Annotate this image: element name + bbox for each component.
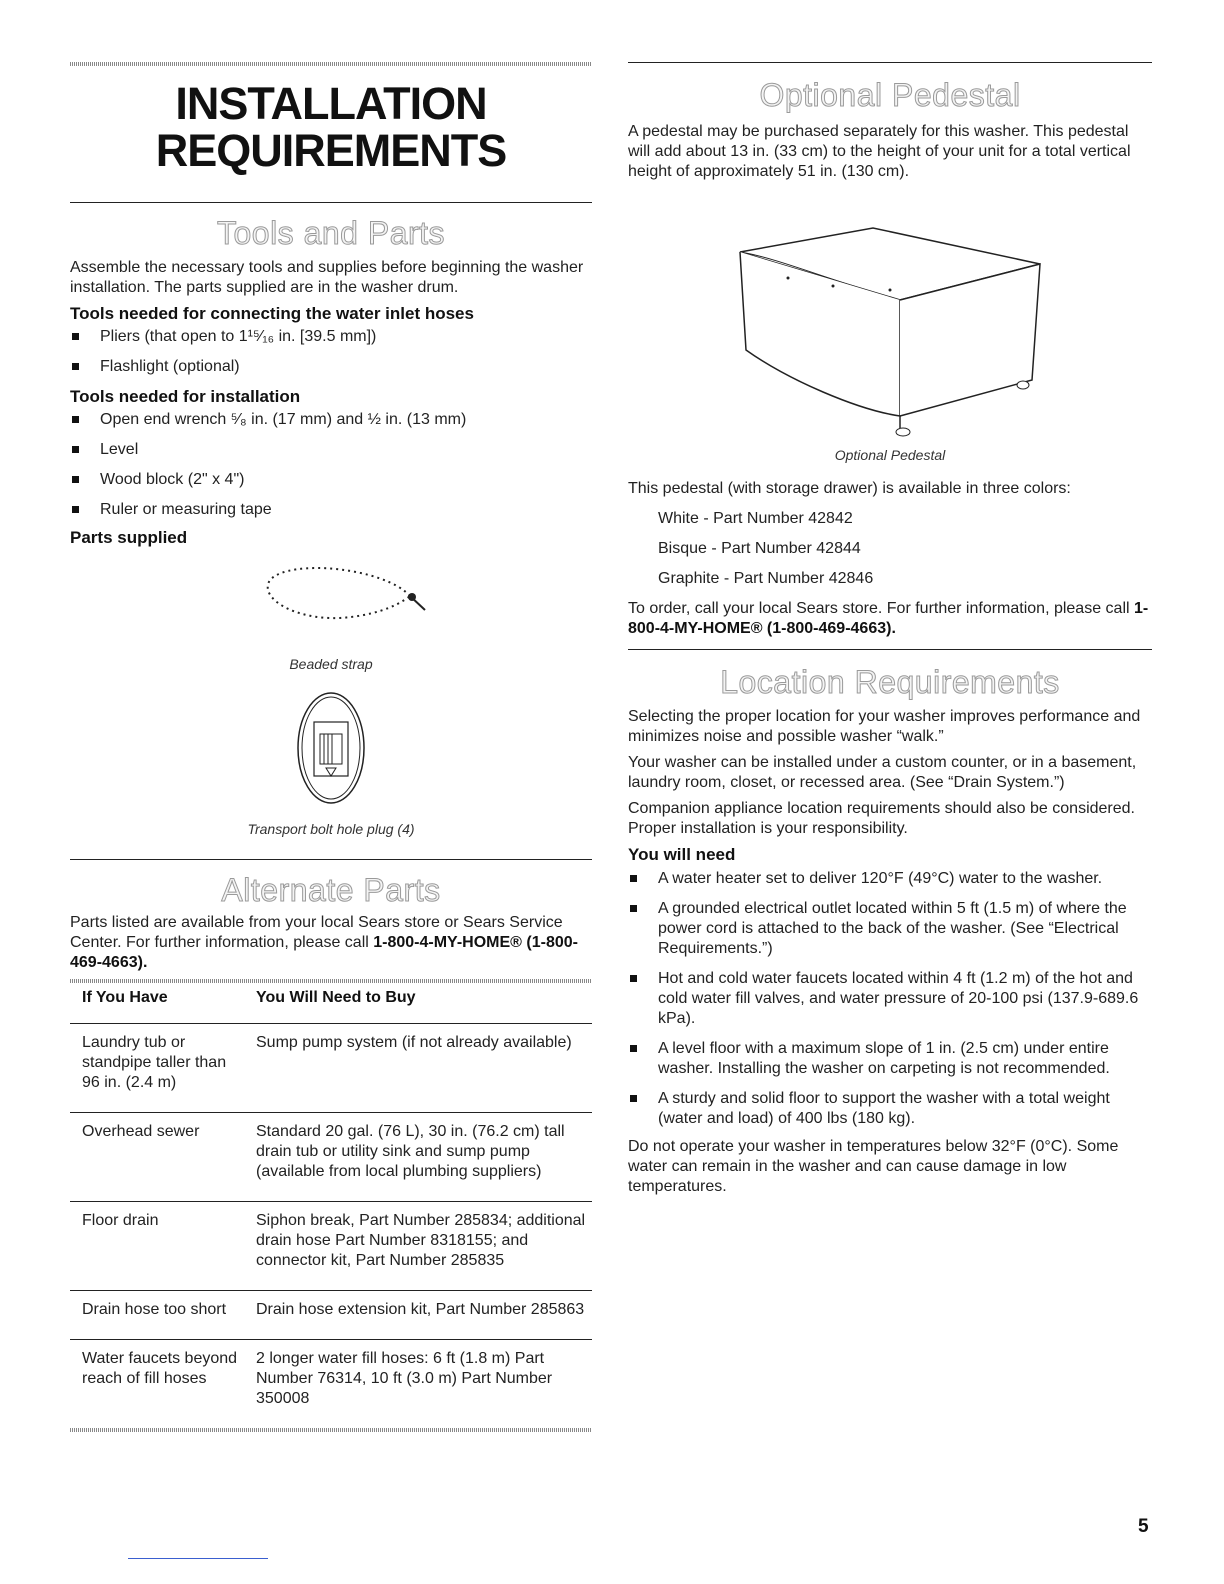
- tools-and-parts-heading: Tools and Parts: [216, 215, 446, 251]
- table-cell-have: Drain hose too short: [70, 1291, 244, 1340]
- alternate-parts-heading: Alternate Parts: [221, 872, 441, 908]
- beaded-strap-caption: Beaded strap: [289, 656, 373, 672]
- left-column: [70, 0, 592, 1432]
- alternate-parts-rule: [70, 859, 592, 860]
- page-number: 5: [1138, 1516, 1149, 1537]
- location-p3: Companion appliance location requirements should also be considered. Proper installation is your responsibility.: [628, 800, 1135, 837]
- table-cell-have: Floor drain: [70, 1202, 244, 1291]
- list-item: Graphite - Part Number 42846: [658, 570, 874, 587]
- top-hatch-rule: [70, 62, 592, 66]
- list-item: A water heater set to deliver 120°F (49°C) water to the washer.: [628, 869, 1152, 889]
- alternate-parts-table: [70, 983, 592, 1428]
- list-item: Pliers (that open to 1¹⁵⁄₁₆ in. [39.5 mm]): [70, 327, 592, 347]
- hoses-tools-list: [70, 327, 592, 377]
- table-row: [70, 1291, 592, 1340]
- table-row: [70, 1202, 592, 1291]
- title-line-2: REQUIREMENTS: [155, 125, 507, 176]
- pedestal-colors-list: [628, 509, 1152, 589]
- beaded-strap-illustration: [70, 558, 592, 638]
- list-item: A sturdy and solid floor to support the washer with a total weight (water and load) of 400 lbs (180 kg).: [628, 1089, 1152, 1129]
- pedestal-order-intro: To order, call your local Sears store. For further information, please call: [628, 600, 1134, 617]
- table-row: [70, 1024, 592, 1113]
- pedestal-intro: A pedestal may be purchased separately for this washer. This pedestal will add about 13 in. (33 cm) to the height of your unit for a total vertical height of approximately 51 in. (130 cm).: [628, 123, 1131, 180]
- alternate-parts-intro: [70, 913, 592, 973]
- table-cell-buy: Drain hose extension kit, Part Number 285863: [244, 1291, 592, 1340]
- location-requirements-heading: Location Requirements: [720, 664, 1060, 700]
- page-title: [70, 80, 592, 174]
- bolt-hole-plug-illustration: [70, 686, 592, 811]
- list-item: Open end wrench ⁵⁄₈ in. (17 mm) and ½ in. (13 mm): [70, 410, 592, 430]
- table-cell-buy: Sump pump system (if not already available): [244, 1024, 592, 1113]
- table-header-have: If You Have: [70, 983, 244, 1024]
- location-rule: [628, 649, 1152, 650]
- pedestal-colors-intro: This pedestal (with storage drawer) is available in three colors:: [628, 480, 1071, 497]
- list-item: Level: [70, 440, 592, 460]
- table-cell-have: Laundry tub or standpipe taller than 96 in. (2.4 m): [70, 1024, 244, 1113]
- pedestal-order-phone: 1-800-4-MY-HOME® (1-800-469-4663).: [628, 600, 1149, 637]
- list-item: A grounded electrical outlet located within 5 ft (1.5 m) of where the power cord is attached to the back of the washer. (See “Electrical Requirements.”): [628, 899, 1152, 959]
- location-p1: Selecting the proper location for your washer improves performance and minimizes noise and possible washer “walk.”: [628, 708, 1141, 745]
- table-cell-have: Water faucets beyond reach of fill hoses: [82, 1350, 238, 1387]
- list-item: Wood block (2" x 4"): [70, 470, 592, 490]
- table-row: [70, 1340, 592, 1429]
- table-bottom-hatch-rule: [70, 1428, 592, 1432]
- list-item: Ruler or measuring tape: [70, 500, 592, 520]
- list-item: White - Part Number 42842: [658, 510, 853, 527]
- list-item: Hot and cold water faucets located within 4 ft (1.2 m) of the hot and cold water fill valves, and water pressure of 20-100 psi (137.9-689.6 kPa).: [628, 969, 1152, 1029]
- right-column: [628, 0, 1152, 1197]
- list-item: Flashlight (optional): [70, 357, 592, 377]
- location-needs-list: [628, 869, 1152, 1129]
- pedestal-illustration: [628, 220, 1152, 445]
- hoses-tools-heading: Tools needed for connecting the water inlet hoses: [70, 304, 474, 323]
- table-header-buy: You Will Need to Buy: [244, 983, 592, 1024]
- tools-intro: Assemble the necessary tools and supplies before beginning the washer installation. The parts supplied are in the washer drum.: [70, 259, 584, 296]
- table-cell-have: Overhead sewer: [70, 1113, 244, 1202]
- bolt-hole-plug-caption: Transport bolt hole plug (4): [247, 821, 415, 837]
- optional-pedestal-heading: Optional Pedestal: [759, 77, 1021, 113]
- install-tools-heading: Tools needed for installation: [70, 387, 301, 406]
- location-closing: Do not operate your washer in temperatures below 32°F (0°C). Some water can remain in the washer and can cause damage in low temperatures.: [628, 1138, 1119, 1195]
- you-will-need-heading: You will need: [628, 845, 736, 864]
- pedestal-order-text: [628, 599, 1152, 639]
- table-cell-buy: Standard 20 gal. (76 L), 30 in. (76.2 cm) tall drain tub or utility sink and sump pump (available from local plumbing suppliers): [244, 1113, 592, 1202]
- install-tools-list: [70, 410, 592, 520]
- table-cell-buy: 2 longer water fill hoses: 6 ft (1.8 m) Part Number 76314, 10 ft (3.0 m) Part Number 350008: [256, 1350, 553, 1407]
- alternate-parts-phone: 1-800-4-MY-HOME® (1-800-469-4663).: [70, 934, 578, 971]
- pedestal-caption: Optional Pedestal: [834, 447, 946, 463]
- list-item: Bisque - Part Number 42844: [658, 540, 861, 557]
- table-row: [70, 1113, 592, 1202]
- title-line-1: INSTALLATION: [175, 78, 487, 129]
- parts-supplied-heading: Parts supplied: [70, 528, 188, 547]
- table-cell-buy: Siphon break, Part Number 285834; additional drain hose Part Number 8318155; and connector kit, Part Number 285835: [244, 1202, 592, 1291]
- alternate-parts-intro-text: Parts listed are available from your local Sears store or Sears Service Center. For further information, please call: [70, 914, 563, 951]
- pedestal-rule: [628, 62, 1152, 63]
- list-item: A level floor with a maximum slope of 1 in. (2.5 cm) under entire washer. Installing the washer on carpeting is not recommended.: [628, 1039, 1152, 1079]
- footer-line: [128, 1558, 268, 1559]
- location-p2: Your washer can be installed under a custom counter, or in a basement, laundry room, closet, or recessed area. (See “Drain System.”): [628, 754, 1137, 791]
- tools-rule: [70, 202, 592, 203]
